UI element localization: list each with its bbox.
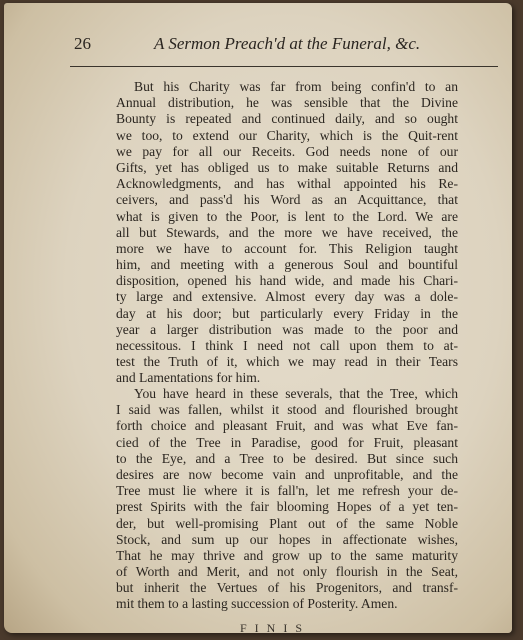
text-line: desires are now become vain and unprofitable, and the bbox=[116, 466, 458, 482]
text-line: prest Spirits with the fair blooming Hopes of a yet ten- bbox=[116, 499, 458, 515]
text-line: of Worth and Merit, and not only flourish in the Seat, bbox=[116, 564, 458, 580]
page-header bbox=[58, 32, 494, 62]
text-line: day at his door; but particularly every Friday in the bbox=[116, 305, 458, 321]
text-line: year a larger distribution was made to the poor and bbox=[116, 321, 458, 337]
text-line: der, but well-promising Plant out of the same Noble bbox=[116, 515, 458, 531]
text-line: but inherit the Vertues of his Progenitors, and transf- bbox=[116, 580, 458, 596]
text-line: You have heard in these severals, that the Tree, which bbox=[134, 386, 458, 401]
text-line: ty large and extensive. Almost every day was a dole- bbox=[116, 289, 458, 305]
text-line: we too, to extend our Charity, which is the Quit-rent bbox=[116, 127, 458, 143]
running-head: A Sermon Preach'd at the Funeral, &c. bbox=[154, 34, 421, 53]
text-line: Bounty is repeated and continued daily, and so ought bbox=[116, 111, 458, 127]
page-number: 26 bbox=[74, 34, 91, 53]
paragraph-2 bbox=[116, 386, 458, 613]
text-line: necessitous. I think I need not call upon them to at- bbox=[116, 338, 458, 353]
text-line: I said was fallen, whilst it stood and flourished brought bbox=[116, 402, 458, 418]
text-line: and Lamentations for him. bbox=[116, 370, 261, 386]
text-line: mit them to a lasting succession of Posterity. Amen. bbox=[116, 596, 398, 612]
text-line: what is given to the Poor, is lent to the Lord. We are bbox=[116, 208, 458, 224]
text-line: disposition, opened his hand wide, and made his Chari- bbox=[116, 273, 458, 289]
finis-mark: FINIS bbox=[240, 621, 311, 635]
text-line: cied of the Tree in Paradise, good for Fruit, pleasant bbox=[116, 434, 458, 450]
text-line: But his Charity was far from being confin'd to an bbox=[134, 79, 458, 94]
text-line: we pay for all our Receits. God needs none of our bbox=[116, 143, 458, 159]
paragraph-1 bbox=[116, 79, 458, 387]
header-rule bbox=[70, 66, 498, 67]
text-line: Stock, and sum up our hopes in affectionate wishes, bbox=[116, 531, 458, 547]
text-line: to the Eye, and a Tree to be desired. But since such bbox=[116, 450, 458, 466]
text-line: Tree must lie where it is fall'n, let me refresh your de- bbox=[116, 483, 458, 499]
text-line: Gifts, yet has obliged us to make suitable Returns and bbox=[116, 159, 458, 175]
text-line: all but Stewards, and the more we have received, the bbox=[116, 224, 458, 240]
text-line: Acknowledgments, and has withal appointed his Re- bbox=[116, 176, 458, 192]
text-line: Annual distribution, he was sensible that the Divine bbox=[116, 95, 458, 111]
text-line: forth choice and pleasant Fruit, and was what Eve fan- bbox=[116, 418, 458, 434]
text-line: him, and meeting with a generous Soul and bountiful bbox=[116, 257, 458, 273]
text-line: more we have to account for. This Religion taught bbox=[116, 240, 458, 256]
text-line: test the Truth of it, which we may read in their Tears bbox=[116, 354, 458, 370]
text-line: That he may thrive and grow up to the same maturity bbox=[116, 547, 458, 563]
text-line: ceivers, and pass'd his Word as an Acquittance, that bbox=[116, 192, 458, 208]
